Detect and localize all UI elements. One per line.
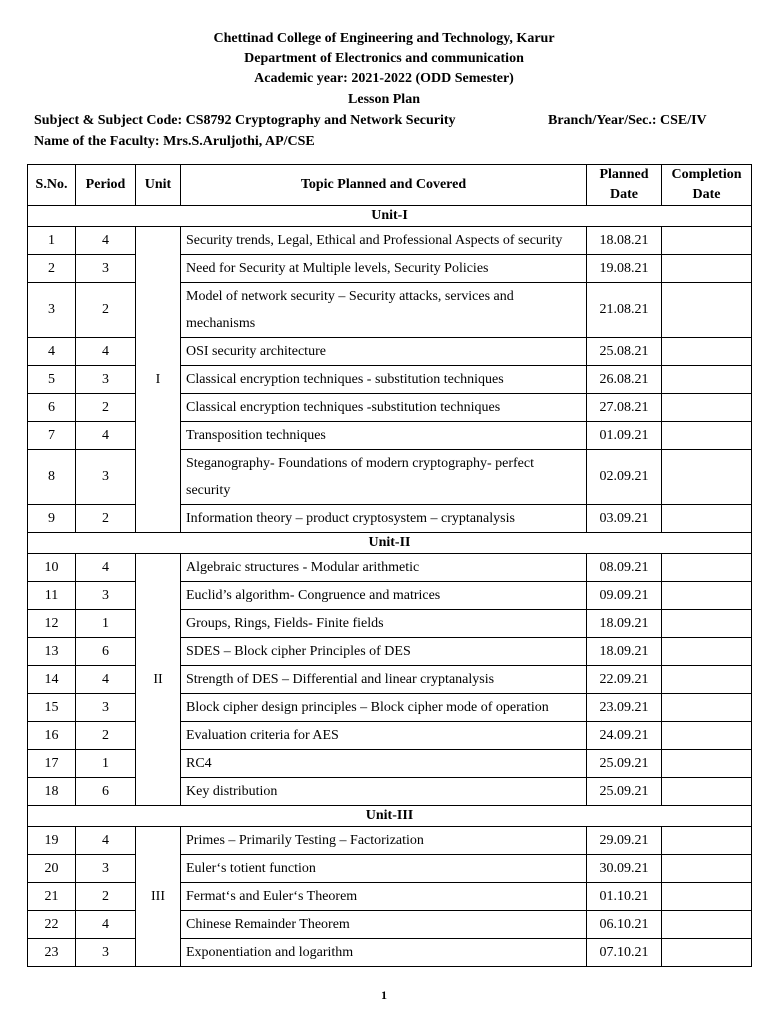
unit-heading-row — [28, 806, 752, 827]
column-header-sno: S.No. — [28, 165, 76, 206]
completion-date-cell — [662, 227, 752, 255]
sno-cell: 19 — [28, 827, 76, 855]
unit-heading: Unit-II — [28, 533, 752, 554]
unit-heading: Unit-I — [28, 206, 752, 227]
academic-year: Academic year: 2021-2022 (ODD Semester) — [254, 71, 514, 86]
sno-cell: 15 — [28, 694, 76, 722]
unit-cell: I — [136, 227, 181, 533]
completion-date-cell — [662, 883, 752, 911]
period-cell: 2 — [76, 394, 136, 422]
planned-date-cell: 18.09.21 — [587, 638, 662, 666]
completion-date-cell — [662, 422, 752, 450]
planned-date-cell: 24.09.21 — [587, 722, 662, 750]
table-body — [28, 206, 752, 967]
unit-heading: Unit-III — [28, 806, 752, 827]
completion-date-cell — [662, 450, 752, 505]
sno-cell: 7 — [28, 422, 76, 450]
topic-cell: Fermat‘s and Euler‘s Theorem — [181, 883, 587, 911]
topic-cell: Euler‘s totient function — [181, 855, 587, 883]
completion-date-cell — [662, 505, 752, 533]
planned-date-cell: 03.09.21 — [587, 505, 662, 533]
period-cell: 4 — [76, 227, 136, 255]
sno-cell: 5 — [28, 366, 76, 394]
sno-cell: 14 — [28, 666, 76, 694]
sno-cell: 16 — [28, 722, 76, 750]
column-header-period: Period — [76, 165, 136, 206]
period-cell: 3 — [76, 582, 136, 610]
table-row — [28, 827, 752, 855]
college-name: Chettinad College of Engineering and Technology, Karur — [213, 31, 555, 46]
table-row — [28, 554, 752, 582]
completion-date-cell — [662, 638, 752, 666]
period-cell: 4 — [76, 911, 136, 939]
planned-date-cell: 23.09.21 — [587, 694, 662, 722]
completion-date-cell — [662, 911, 752, 939]
sno-cell: 21 — [28, 883, 76, 911]
topic-cell: SDES – Block cipher Principles of DES — [181, 638, 587, 666]
period-cell: 2 — [76, 722, 136, 750]
completion-date-cell — [662, 722, 752, 750]
table-row — [28, 227, 752, 255]
planned-date-cell: 19.08.21 — [587, 255, 662, 283]
unit-heading-row — [28, 206, 752, 227]
unit-heading-row — [28, 533, 752, 554]
topic-cell: RC4 — [181, 750, 587, 778]
sno-cell: 9 — [28, 505, 76, 533]
topic-cell: Transposition techniques — [181, 422, 587, 450]
sno-cell: 22 — [28, 911, 76, 939]
completion-date-cell — [662, 582, 752, 610]
sno-cell: 1 — [28, 227, 76, 255]
planned-date-cell: 01.09.21 — [587, 422, 662, 450]
completion-date-cell — [662, 694, 752, 722]
document-title: Lesson Plan — [348, 92, 420, 107]
topic-cell: Information theory – product cryptosystem – cryptanalysis — [181, 505, 587, 533]
subject-line: Subject & Subject Code: CS8792 Cryptography and Network Security — [34, 113, 456, 128]
period-cell: 2 — [76, 283, 136, 338]
topic-cell: Strength of DES – Differential and linear cryptanalysis — [181, 666, 587, 694]
period-cell: 1 — [76, 610, 136, 638]
topic-cell: Steganography- Foundations of modern cryptography- perfect security — [181, 450, 587, 505]
sno-cell: 4 — [28, 338, 76, 366]
planned-date-label: Date — [610, 187, 638, 202]
sno-cell: 2 — [28, 255, 76, 283]
page-number: 1 — [381, 988, 387, 1002]
planned-date-cell: 25.09.21 — [587, 750, 662, 778]
period-cell: 3 — [76, 694, 136, 722]
period-cell: 4 — [76, 338, 136, 366]
column-header-unit: Unit — [136, 165, 181, 206]
sno-cell: 11 — [28, 582, 76, 610]
lesson-plan-table — [27, 164, 752, 967]
period-cell: 3 — [76, 255, 136, 283]
topic-cell: Algebraic structures - Modular arithmetic — [181, 554, 587, 582]
completion-date-cell — [662, 255, 752, 283]
period-cell: 4 — [76, 827, 136, 855]
completion-date-cell — [662, 939, 752, 967]
period-cell: 3 — [76, 939, 136, 967]
completion-date-cell — [662, 827, 752, 855]
sno-cell: 12 — [28, 610, 76, 638]
sno-cell: 17 — [28, 750, 76, 778]
faculty-line: Name of the Faculty: Mrs.S.Aruljothi, AP/CSE — [34, 134, 315, 149]
planned-date-cell: 29.09.21 — [587, 827, 662, 855]
period-cell: 3 — [76, 366, 136, 394]
topic-cell: Exponentiation and logarithm — [181, 939, 587, 967]
period-cell: 4 — [76, 554, 136, 582]
topic-cell: Block cipher design principles – Block cipher mode of operation — [181, 694, 587, 722]
completion-date-cell — [662, 338, 752, 366]
planned-date-cell: 21.08.21 — [587, 283, 662, 338]
planned-date-cell: 02.09.21 — [587, 450, 662, 505]
topic-cell: Evaluation criteria for AES — [181, 722, 587, 750]
topic-cell: Primes – Primarily Testing – Factorization — [181, 827, 587, 855]
completion-date-cell — [662, 283, 752, 338]
period-cell: 2 — [76, 883, 136, 911]
period-cell: 3 — [76, 855, 136, 883]
topic-cell: Model of network security – Security attacks, services and mechanisms — [181, 283, 587, 338]
completion-date-cell — [662, 666, 752, 694]
completion-date-cell — [662, 394, 752, 422]
completion-date-cell — [662, 610, 752, 638]
planned-date-cell: 06.10.21 — [587, 911, 662, 939]
topic-cell: Need for Security at Multiple levels, Security Policies — [181, 255, 587, 283]
planned-label: Planned — [599, 167, 649, 182]
unit-cell: III — [136, 827, 181, 967]
period-cell: 6 — [76, 638, 136, 666]
branch-line: Branch/Year/Sec.: CSE/IV — [548, 113, 707, 128]
planned-date-cell: 18.08.21 — [587, 227, 662, 255]
planned-date-cell: 22.09.21 — [587, 666, 662, 694]
sno-cell: 3 — [28, 283, 76, 338]
topic-cell: Groups, Rings, Fields- Finite fields — [181, 610, 587, 638]
sno-cell: 6 — [28, 394, 76, 422]
completion-label: Completion — [671, 167, 742, 182]
topic-cell: OSI security architecture — [181, 338, 587, 366]
column-header-completion-date — [662, 165, 752, 206]
topic-cell: Classical encryption techniques -substitution techniques — [181, 394, 587, 422]
topic-cell: Euclid’s algorithm- Congruence and matrices — [181, 582, 587, 610]
topic-cell: Security trends, Legal, Ethical and Professional Aspects of security — [181, 227, 587, 255]
sno-cell: 18 — [28, 778, 76, 806]
planned-date-cell: 01.10.21 — [587, 883, 662, 911]
column-header-planned-date — [587, 165, 662, 206]
department-name: Department of Electronics and communication — [244, 51, 524, 66]
completion-date-cell — [662, 554, 752, 582]
planned-date-cell: 09.09.21 — [587, 582, 662, 610]
period-cell: 3 — [76, 450, 136, 505]
completion-date-cell — [662, 778, 752, 806]
period-cell: 2 — [76, 505, 136, 533]
planned-date-cell: 25.09.21 — [587, 778, 662, 806]
sno-cell: 23 — [28, 939, 76, 967]
completion-date-cell — [662, 750, 752, 778]
column-header-topic: Topic Planned and Covered — [181, 165, 587, 206]
period-cell: 6 — [76, 778, 136, 806]
planned-date-cell: 26.08.21 — [587, 366, 662, 394]
sno-cell: 13 — [28, 638, 76, 666]
period-cell: 1 — [76, 750, 136, 778]
planned-date-cell: 30.09.21 — [587, 855, 662, 883]
topic-cell: Key distribution — [181, 778, 587, 806]
period-cell: 4 — [76, 422, 136, 450]
topic-cell: Classical encryption techniques - substitution techniques — [181, 366, 587, 394]
table-header-row — [28, 165, 752, 206]
completion-date-cell — [662, 855, 752, 883]
period-cell: 4 — [76, 666, 136, 694]
sno-cell: 20 — [28, 855, 76, 883]
completion-date-cell — [662, 366, 752, 394]
topic-cell: Chinese Remainder Theorem — [181, 911, 587, 939]
planned-date-cell: 25.08.21 — [587, 338, 662, 366]
sno-cell: 10 — [28, 554, 76, 582]
planned-date-cell: 18.09.21 — [587, 610, 662, 638]
sno-cell: 8 — [28, 450, 76, 505]
planned-date-cell: 08.09.21 — [587, 554, 662, 582]
planned-date-cell: 07.10.21 — [587, 939, 662, 967]
completion-date-label: Date — [692, 187, 721, 202]
unit-cell: II — [136, 554, 181, 806]
planned-date-cell: 27.08.21 — [587, 394, 662, 422]
